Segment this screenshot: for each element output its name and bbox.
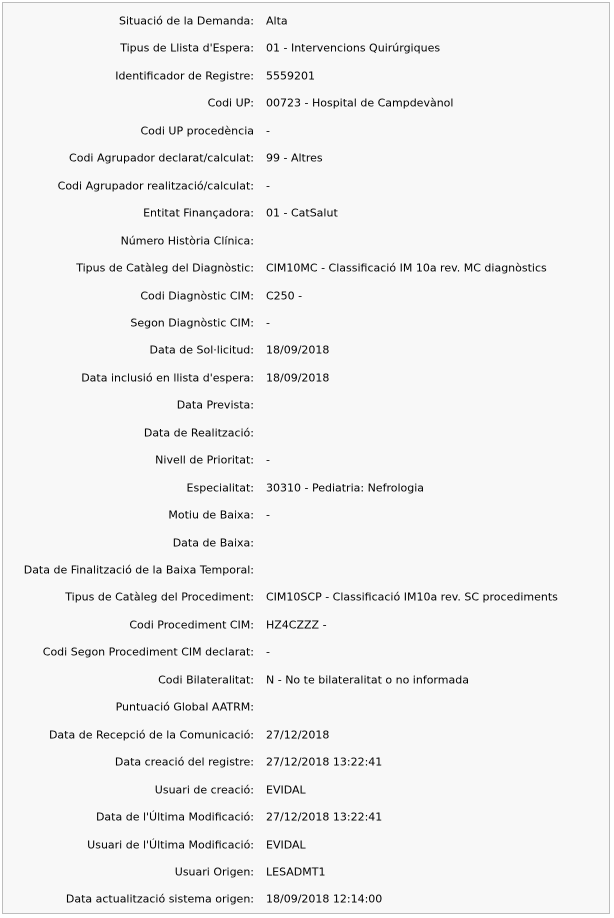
field-row xyxy=(3,282,609,310)
field-label: Usuari Origen: xyxy=(174,865,254,879)
field-value: 01 - Intervencions Quirúrgiques xyxy=(266,41,441,55)
field-label: Data de l'Última Modificació: xyxy=(95,810,254,824)
field-value: 5559201 xyxy=(266,69,315,83)
field-label: Data de Finalització de la Baixa Temporal: xyxy=(23,563,254,577)
field-label: Identificador de Registre: xyxy=(115,69,254,83)
field-value: 27/12/2018 xyxy=(266,728,330,742)
field-value: 30310 - Pediatria: Nefrologia xyxy=(266,481,425,495)
field-label: Data actualització sistema origen: xyxy=(65,892,254,906)
field-label: Codi Segon Procediment CIM declarat: xyxy=(42,645,254,659)
field-value: 01 - CatSalut xyxy=(266,206,338,220)
field-value: 27/12/2018 13:22:41 xyxy=(266,755,383,769)
field-label: Codi UP: xyxy=(207,96,254,110)
field-label: Tipus de Llista d'Espera: xyxy=(120,41,254,55)
record-detail-panel xyxy=(2,2,610,914)
field-value: 18/09/2018 xyxy=(266,343,330,357)
field-row xyxy=(3,858,609,886)
field-row xyxy=(3,776,609,804)
field-label: Tipus de Catàleg del Procediment: xyxy=(65,590,254,604)
field-value: N - No te bilateralitat o no informada xyxy=(266,673,469,687)
field-value: 18/09/2018 12:14:00 xyxy=(266,892,383,906)
field-row xyxy=(3,611,609,639)
field-value: CIM10SCP - Classificació IM10a rev. SC procediments xyxy=(266,590,558,604)
field-value: CIM10MC - Classificació IM 10a rev. MC diagnòstics xyxy=(266,261,547,275)
field-row xyxy=(3,117,609,145)
field-row xyxy=(3,556,609,584)
field-row xyxy=(3,392,609,420)
field-label: Data de Sol·licitud: xyxy=(149,343,254,357)
field-label: Segon Diagnòstic CIM: xyxy=(130,316,254,330)
field-value: - xyxy=(266,124,270,138)
field-label: Entitat Finançadora: xyxy=(143,206,254,220)
field-row xyxy=(3,309,609,337)
field-label: Data inclusió en llista d'espera: xyxy=(81,371,254,385)
field-label: Codi Agrupador declarat/calculat: xyxy=(69,151,254,165)
field-value: 27/12/2018 13:22:41 xyxy=(266,810,383,824)
field-label: Puntuació Global AATRM: xyxy=(115,700,254,714)
field-value: - xyxy=(266,508,270,522)
field-value: - xyxy=(266,645,270,659)
field-row xyxy=(3,337,609,365)
field-row xyxy=(3,62,609,90)
field-row xyxy=(3,7,609,35)
field-label: Data de Baixa: xyxy=(172,536,254,550)
field-row xyxy=(3,529,609,557)
field-label: Motiu de Baixa: xyxy=(168,508,254,522)
field-row xyxy=(3,90,609,118)
field-row xyxy=(3,145,609,173)
field-label: Codi UP procedència xyxy=(140,124,254,138)
field-value: 00723 - Hospital de Campdevànol xyxy=(266,96,454,110)
field-label: Data de Recepció de la Comunicació: xyxy=(48,728,254,742)
field-row xyxy=(3,419,609,447)
field-value: 18/09/2018 xyxy=(266,371,330,385)
field-value: C250 - xyxy=(266,289,303,303)
field-row xyxy=(3,831,609,859)
field-row xyxy=(3,474,609,502)
field-value: Alta xyxy=(266,14,288,28)
field-row xyxy=(3,199,609,227)
field-value: LESADMT1 xyxy=(266,865,326,879)
field-label: Especialitat: xyxy=(186,481,254,495)
field-row xyxy=(3,501,609,529)
field-row xyxy=(3,254,609,282)
field-label: Usuari de l'Última Modificació: xyxy=(87,838,254,852)
field-label: Codi Bilateralitat: xyxy=(158,673,254,687)
field-value: EVIDAL xyxy=(266,783,306,797)
field-row xyxy=(3,803,609,831)
field-label: Número Història Clínica: xyxy=(120,234,254,248)
field-label: Codi Procediment CIM: xyxy=(129,618,254,632)
field-row xyxy=(3,721,609,749)
field-value: - xyxy=(266,316,270,330)
field-value: EVIDAL xyxy=(266,838,306,852)
field-label: Data de Realització: xyxy=(143,426,254,440)
field-row xyxy=(3,584,609,612)
field-label: Data creació del registre: xyxy=(114,755,254,769)
field-row xyxy=(3,694,609,722)
field-label: Nivell de Prioritat: xyxy=(155,453,254,467)
field-row xyxy=(3,172,609,200)
field-row xyxy=(3,364,609,392)
field-label: Usuari de creació: xyxy=(154,783,254,797)
field-row xyxy=(3,446,609,474)
field-value: - xyxy=(266,179,270,193)
field-label: Codi Diagnòstic CIM: xyxy=(140,289,254,303)
field-row xyxy=(3,666,609,694)
field-row xyxy=(3,35,609,63)
field-value: - xyxy=(266,453,270,467)
field-row xyxy=(3,639,609,667)
field-row xyxy=(3,748,609,776)
field-row xyxy=(3,227,609,255)
field-row xyxy=(3,886,609,914)
field-label: Situació de la Demanda: xyxy=(118,14,254,28)
field-label: Codi Agrupador realització/calculat: xyxy=(57,179,254,193)
field-label: Tipus de Catàleg del Diagnòstic: xyxy=(76,261,254,275)
field-value: 99 - Altres xyxy=(266,151,323,165)
field-value: HZ4CZZZ - xyxy=(266,618,327,632)
field-label: Data Prevista: xyxy=(176,398,254,412)
